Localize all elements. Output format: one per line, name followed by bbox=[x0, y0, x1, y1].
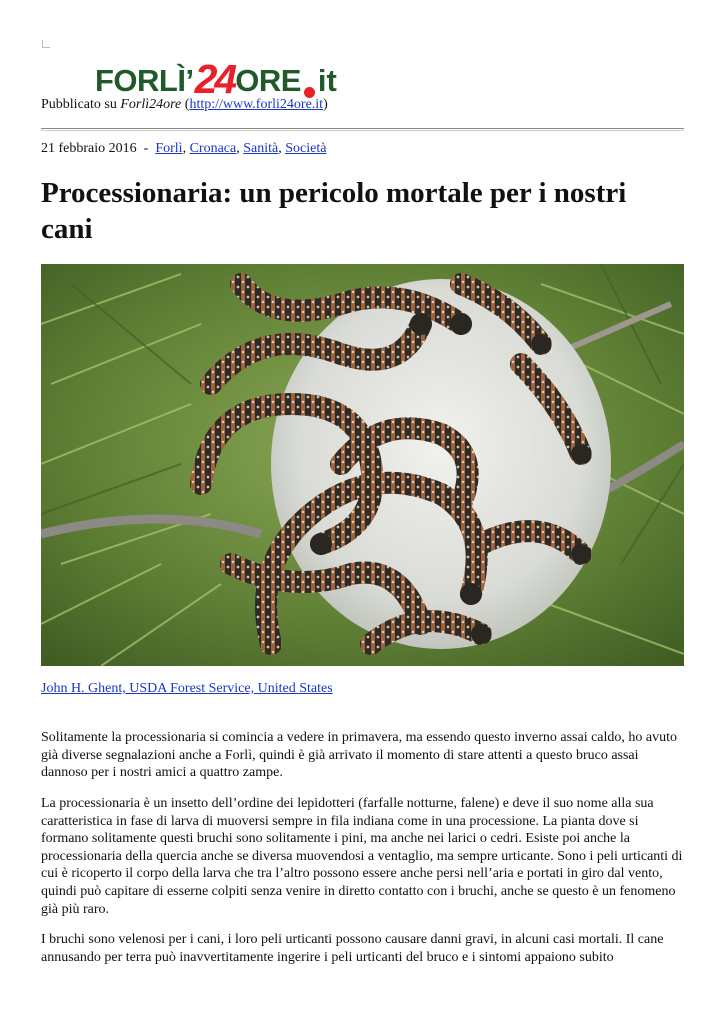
category-link-societa[interactable]: Società bbox=[285, 141, 327, 156]
published-site: Forlì24ore bbox=[120, 97, 182, 112]
caterpillar-nest-illustration bbox=[41, 264, 684, 666]
article-paragraph: I bruchi sono velenosi per i cani, i loro peli urticanti possono causare danni gravi, in alcuni casi mortali. Il cane annusando per terra può inavvertitamente ingerire i peli urticanti del bruco e i sintomi appaiono subito bbox=[41, 932, 664, 965]
article-date: 21 febbraio 2016 bbox=[41, 141, 137, 156]
image-credit-link[interactable]: John H. Ghent, USDA Forest Service, United States bbox=[41, 681, 333, 696]
category-link-forli[interactable]: Forlì bbox=[155, 141, 183, 156]
article-paragraph: Solitamente la processionaria si comincia a vedere in primavera, ma essendo questo inverno assai caldo, ho avuto già diverse segnalazioni anche a Forlì, quindi è già arrivato il momento di stare attenti a questo bruco assai dannoso per i nostri amici a quattro zampe. bbox=[41, 730, 678, 781]
meta-separator: - bbox=[143, 141, 149, 156]
logo-text-it: it bbox=[317, 63, 337, 98]
article-paragraph: La processionaria è un insetto dell’ordine dei lepidotteri (farfalle notturne, falene) e deve il suo nome alla sua caratteristica in fase di larva di muoversi sempre in fila indiana come in una processione. La pianta dove si formano solitamente questi bruchi sono solitamente i pini, ma anche nei larici o cedri. Esiste poi anche la processionaria della quercia anche se diversa muovendosi a ventaglio, ma sempre urticante. Sono i peli urticanti di cui è ricoperto il corpo della larva che tra l’altro possono essere anche persi nell’aria e portati in giro dal vento, quindi può capitare di esserne colpiti senza venire in diretto contatto con i bruchi, anche se questo è un fenomeno già più raro. bbox=[41, 796, 683, 917]
published-prefix: Pubblicato su bbox=[41, 97, 117, 112]
article-meta: 21 febbraio 2016 - Forlì, Cronaca, Sanità, Società bbox=[41, 141, 327, 156]
category-link-sanita[interactable]: Sanità bbox=[243, 141, 279, 156]
image-credit bbox=[41, 681, 333, 697]
published-line: Pubblicato su Forlì24ore (http://www.forli24ore.it) bbox=[41, 97, 328, 112]
logo-text-ore: ORE bbox=[235, 63, 301, 98]
corner-crop-mark bbox=[42, 40, 50, 48]
header-divider bbox=[41, 128, 684, 131]
category-link-cronaca[interactable]: Cronaca bbox=[189, 141, 237, 156]
logo-text-24: 24 bbox=[194, 56, 235, 102]
site-url-link[interactable]: http://www.forli24ore.it bbox=[189, 97, 324, 112]
article-photo-caterpillars bbox=[41, 264, 684, 666]
site-logo[interactable] bbox=[95, 50, 337, 100]
article-title: Processionaria: un pericolo mortale per i nostri cani bbox=[41, 177, 627, 245]
logo-text-forli: FORLÌ’ bbox=[95, 63, 194, 98]
